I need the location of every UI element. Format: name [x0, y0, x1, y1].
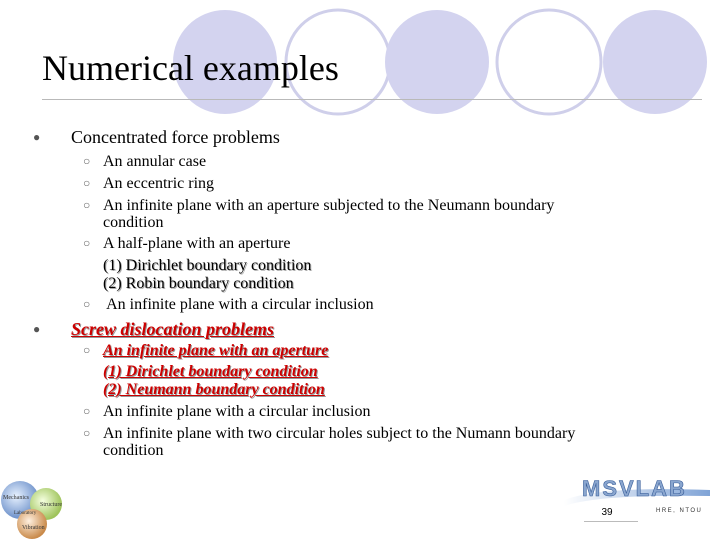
page-number: 39	[601, 507, 613, 518]
circle-bullet-icon: ○	[83, 343, 91, 357]
msvlab-logo-text: MSVLAB	[582, 476, 687, 501]
msvlab-logo	[560, 466, 720, 526]
circle-bullet-icon: ○	[83, 198, 91, 212]
list-item: An infinite plane with a circular inclusion	[103, 403, 371, 420]
list-item-continuation: condition	[103, 442, 164, 459]
slide-title: Numerical examples	[42, 48, 339, 88]
circle-bullet-icon: ○	[83, 154, 91, 168]
list-item-continuation: condition	[103, 214, 164, 231]
section-heading-screw: Screw dislocation problems	[71, 319, 275, 339]
list-item: An eccentric ring	[103, 175, 215, 192]
list-item: An infinite plane with a circular inclusion	[103, 296, 374, 313]
list-item-highlight: An infinite plane with an aperture	[103, 342, 329, 359]
list-item: An infinite plane with two circular holes subject to the Numann boundary	[103, 425, 576, 442]
lab-logo-left	[0, 476, 66, 540]
logo-text-mechanics: Mechanics	[3, 495, 29, 501]
title-divider	[42, 99, 702, 100]
circle-bullet-icon: ○	[83, 404, 91, 418]
bullet-icon: ●	[33, 322, 41, 336]
logo-text-vibration: Vibration	[22, 525, 45, 531]
sub-item-robin: (2) Robin boundary condition	[103, 275, 294, 292]
section-heading-concentrated: Concentrated force problems	[71, 127, 280, 147]
sub-item-dirichlet-red: (1) Dirichlet boundary condition	[103, 363, 318, 380]
sub-item-dirichlet: (1) Dirichlet boundary condition	[103, 257, 312, 274]
logo-text-laboratory: Laboratory	[14, 511, 37, 516]
list-item: A half-plane with an aperture	[103, 235, 291, 252]
circle-bullet-icon: ○	[83, 236, 91, 250]
circle-bullet-icon: ○	[83, 297, 91, 311]
circle-bullet-icon: ○	[83, 426, 91, 440]
list-item: An infinite plane with an aperture subjected to the Neumann boundary	[103, 197, 555, 214]
msvlab-logo-subtext: HRE, NTOU	[656, 508, 703, 514]
circle-bullet-icon: ○	[83, 176, 91, 190]
bullet-icon: ●	[33, 130, 41, 144]
page-number-rule	[584, 521, 638, 522]
sub-item-neumann-red: (2) Neumann boundary condition	[103, 381, 325, 398]
logo-text-structure: Structure	[40, 502, 62, 508]
list-item: An annular case	[103, 153, 207, 170]
